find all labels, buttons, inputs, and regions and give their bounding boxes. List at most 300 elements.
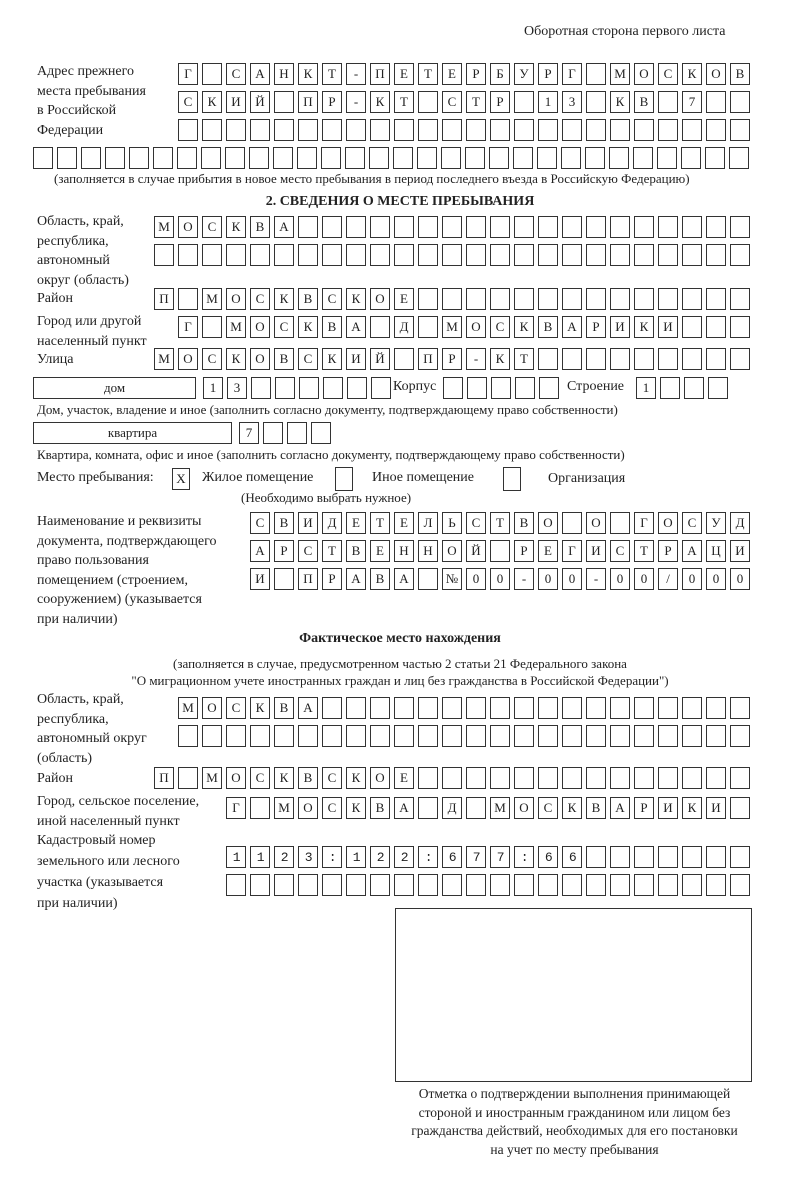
char-cell[interactable]: С — [538, 797, 558, 819]
char-cell[interactable]: М — [226, 316, 246, 338]
char-cell[interactable]: К — [562, 797, 582, 819]
char-cell[interactable] — [105, 147, 125, 169]
char-cell[interactable] — [442, 874, 462, 896]
char-cell[interactable]: Ц — [706, 540, 726, 562]
char-cell[interactable] — [490, 288, 510, 310]
char-cell[interactable] — [466, 119, 486, 141]
char-cell[interactable] — [202, 244, 222, 266]
char-cell[interactable]: Е — [394, 767, 414, 789]
char-cell[interactable] — [610, 119, 630, 141]
char-cell[interactable]: Д — [730, 512, 750, 534]
char-cell[interactable] — [442, 767, 462, 789]
char-cell[interactable] — [394, 725, 414, 747]
char-cell[interactable] — [346, 216, 366, 238]
char-cell[interactable]: М — [490, 797, 510, 819]
char-cell[interactable] — [323, 377, 343, 399]
char-cell[interactable]: К — [322, 348, 342, 370]
char-cell[interactable] — [514, 91, 534, 113]
char-cell[interactable] — [466, 288, 486, 310]
char-cell[interactable]: К — [226, 348, 246, 370]
char-cell[interactable]: А — [610, 797, 630, 819]
char-cell[interactable] — [322, 846, 342, 868]
char-cell[interactable] — [538, 288, 558, 310]
char-cell[interactable] — [730, 846, 750, 868]
char-cell[interactable]: Е — [394, 288, 414, 310]
char-cell[interactable] — [538, 874, 558, 896]
char-cell[interactable]: 7 — [682, 91, 702, 113]
char-cell[interactable] — [226, 874, 246, 896]
char-cell[interactable]: 0 — [610, 568, 630, 590]
char-cell[interactable] — [394, 244, 414, 266]
char-cell[interactable] — [297, 147, 317, 169]
char-cell[interactable] — [322, 244, 342, 266]
char-cell[interactable]: К — [514, 316, 534, 338]
char-cell[interactable] — [514, 874, 534, 896]
char-cell[interactable] — [442, 216, 462, 238]
char-cell[interactable] — [466, 697, 486, 719]
char-cell[interactable]: Г — [562, 63, 582, 85]
char-cell[interactable]: Р — [490, 91, 510, 113]
char-cell[interactable] — [706, 119, 726, 141]
char-cell[interactable] — [585, 147, 605, 169]
char-cell[interactable] — [250, 244, 270, 266]
char-cell[interactable]: Т — [394, 91, 414, 113]
char-cell[interactable] — [610, 348, 630, 370]
char-cell[interactable]: М — [610, 63, 630, 85]
char-cell[interactable] — [418, 846, 438, 868]
char-cell[interactable] — [610, 846, 630, 868]
char-cell[interactable]: С — [298, 540, 318, 562]
char-cell[interactable]: 3 — [227, 377, 247, 399]
char-cell[interactable]: К — [298, 63, 318, 85]
char-cell[interactable] — [730, 348, 750, 370]
char-cell[interactable]: Т — [490, 512, 510, 534]
char-cell[interactable] — [466, 216, 486, 238]
char-cell[interactable] — [394, 216, 414, 238]
char-cell[interactable]: М — [274, 797, 294, 819]
char-cell[interactable]: / — [658, 568, 678, 590]
char-cell[interactable] — [154, 244, 174, 266]
char-cell[interactable] — [684, 377, 704, 399]
char-cell[interactable]: О — [226, 288, 246, 310]
char-cell[interactable]: 0 — [682, 568, 702, 590]
char-cell[interactable]: К — [370, 91, 390, 113]
char-cell[interactable] — [514, 244, 534, 266]
char-cell[interactable]: П — [154, 767, 174, 789]
char-cell[interactable] — [586, 725, 606, 747]
char-cell[interactable] — [514, 288, 534, 310]
char-cell[interactable]: 0 — [730, 568, 750, 590]
char-cell[interactable] — [610, 216, 630, 238]
char-cell[interactable]: В — [346, 540, 366, 562]
char-cell[interactable] — [730, 767, 750, 789]
char-cell[interactable]: А — [394, 797, 414, 819]
char-cell[interactable]: И — [226, 91, 246, 113]
char-cell[interactable] — [466, 797, 486, 819]
char-cell[interactable] — [658, 91, 678, 113]
char-cell[interactable]: К — [634, 316, 654, 338]
char-cell[interactable] — [634, 288, 654, 310]
char-cell[interactable]: А — [250, 63, 270, 85]
char-cell[interactable] — [610, 767, 630, 789]
char-cell[interactable]: Л — [418, 512, 438, 534]
char-cell[interactable] — [489, 147, 509, 169]
char-cell[interactable] — [371, 377, 391, 399]
char-cell[interactable]: Т — [322, 63, 342, 85]
char-cell[interactable]: 0 — [466, 568, 486, 590]
char-cell[interactable]: Б — [490, 63, 510, 85]
char-cell[interactable]: И — [610, 316, 630, 338]
char-cell[interactable] — [298, 216, 318, 238]
char-cell[interactable] — [322, 119, 342, 141]
char-cell[interactable]: О — [178, 348, 198, 370]
char-cell[interactable]: О — [586, 512, 606, 534]
char-cell[interactable]: Н — [394, 540, 414, 562]
char-cell[interactable] — [490, 874, 510, 896]
char-cell[interactable]: И — [250, 568, 270, 590]
char-cell[interactable] — [418, 244, 438, 266]
char-cell[interactable]: Н — [418, 540, 438, 562]
char-cell[interactable]: О — [250, 316, 270, 338]
char-cell[interactable] — [513, 147, 533, 169]
char-cell[interactable] — [490, 697, 510, 719]
char-cell[interactable] — [706, 348, 726, 370]
char-cell[interactable]: Р — [322, 568, 342, 590]
char-cell[interactable] — [634, 767, 654, 789]
char-cell[interactable] — [418, 316, 438, 338]
char-cell[interactable] — [586, 846, 606, 868]
char-cell[interactable] — [682, 846, 702, 868]
char-cell[interactable]: Г — [562, 540, 582, 562]
char-cell[interactable] — [275, 377, 295, 399]
char-cell[interactable]: 0 — [706, 568, 726, 590]
char-cell[interactable]: А — [346, 316, 366, 338]
char-cell[interactable]: Е — [370, 540, 390, 562]
char-cell[interactable] — [490, 216, 510, 238]
char-cell[interactable] — [730, 697, 750, 719]
char-cell[interactable]: К — [298, 316, 318, 338]
char-cell[interactable] — [418, 767, 438, 789]
char-cell[interactable] — [322, 697, 342, 719]
char-cell[interactable] — [538, 244, 558, 266]
char-cell[interactable]: К — [226, 216, 246, 238]
char-cell[interactable] — [634, 119, 654, 141]
char-cell[interactable]: 1 — [538, 91, 558, 113]
char-cell[interactable] — [418, 797, 438, 819]
char-cell[interactable]: О — [226, 767, 246, 789]
char-cell[interactable] — [706, 244, 726, 266]
char-cell[interactable] — [634, 216, 654, 238]
char-cell[interactable] — [706, 874, 726, 896]
char-cell[interactable]: С — [298, 348, 318, 370]
char-cell[interactable] — [346, 244, 366, 266]
char-cell[interactable] — [298, 725, 318, 747]
char-cell[interactable] — [586, 119, 606, 141]
char-cell[interactable]: П — [154, 288, 174, 310]
house-type-field[interactable]: дом — [33, 377, 196, 399]
char-cell[interactable]: № — [442, 568, 462, 590]
char-cell[interactable]: Р — [442, 348, 462, 370]
char-cell[interactable] — [730, 797, 750, 819]
char-cell[interactable] — [610, 288, 630, 310]
char-cell[interactable] — [634, 244, 654, 266]
char-cell[interactable]: О — [202, 697, 222, 719]
cadastral-row-1[interactable]: 1123:122:677:66 — [226, 846, 761, 868]
char-cell[interactable]: И — [658, 797, 678, 819]
char-cell[interactable] — [346, 725, 366, 747]
char-cell[interactable] — [634, 348, 654, 370]
char-cell[interactable] — [562, 512, 582, 534]
char-cell[interactable] — [418, 725, 438, 747]
char-cell[interactable] — [514, 119, 534, 141]
char-cell[interactable]: А — [250, 540, 270, 562]
char-cell[interactable]: К — [202, 91, 222, 113]
char-cell[interactable] — [346, 874, 366, 896]
char-cell[interactable]: С — [226, 63, 246, 85]
option-organization-checkbox[interactable] — [503, 467, 521, 491]
char-cell[interactable] — [514, 767, 534, 789]
char-cell[interactable] — [226, 244, 246, 266]
char-cell[interactable] — [178, 119, 198, 141]
char-cell[interactable]: 0 — [490, 568, 510, 590]
char-cell[interactable] — [417, 147, 437, 169]
char-cell[interactable] — [681, 147, 701, 169]
char-cell[interactable] — [418, 697, 438, 719]
char-cell[interactable]: О — [706, 63, 726, 85]
char-cell[interactable] — [610, 697, 630, 719]
char-cell[interactable] — [706, 725, 726, 747]
char-cell[interactable]: П — [298, 568, 318, 590]
char-cell[interactable]: Т — [634, 540, 654, 562]
char-cell[interactable] — [274, 91, 294, 113]
char-cell[interactable] — [586, 244, 606, 266]
char-cell[interactable]: А — [274, 216, 294, 238]
char-cell[interactable]: М — [154, 216, 174, 238]
char-cell[interactable] — [418, 874, 438, 896]
char-cell[interactable]: Т — [370, 512, 390, 534]
char-cell[interactable] — [682, 216, 702, 238]
char-cell[interactable] — [81, 147, 101, 169]
char-cell[interactable] — [418, 91, 438, 113]
char-cell[interactable]: В — [370, 568, 390, 590]
char-cell[interactable] — [370, 244, 390, 266]
char-cell[interactable] — [538, 697, 558, 719]
char-cell[interactable]: В — [298, 288, 318, 310]
char-cell[interactable] — [682, 725, 702, 747]
char-cell[interactable]: С — [682, 512, 702, 534]
char-cell[interactable] — [202, 119, 222, 141]
char-cell[interactable]: М — [442, 316, 462, 338]
char-cell[interactable] — [708, 377, 728, 399]
char-cell[interactable]: К — [346, 767, 366, 789]
char-cell[interactable]: И — [298, 512, 318, 534]
char-cell[interactable]: Ь — [442, 512, 462, 534]
char-cell[interactable]: О — [658, 512, 678, 534]
char-cell[interactable] — [250, 725, 270, 747]
char-cell[interactable] — [658, 348, 678, 370]
char-cell[interactable] — [562, 725, 582, 747]
char-cell[interactable] — [273, 147, 293, 169]
char-cell[interactable] — [442, 244, 462, 266]
char-cell[interactable] — [274, 244, 294, 266]
char-cell[interactable] — [586, 288, 606, 310]
char-cell[interactable] — [442, 846, 462, 868]
char-cell[interactable] — [562, 846, 582, 868]
char-cell[interactable] — [562, 874, 582, 896]
char-cell[interactable] — [298, 244, 318, 266]
char-cell[interactable]: К — [274, 767, 294, 789]
char-cell[interactable] — [490, 540, 510, 562]
char-cell[interactable] — [514, 725, 534, 747]
char-cell[interactable]: М — [178, 697, 198, 719]
char-cell[interactable] — [682, 316, 702, 338]
char-cell[interactable]: Й — [250, 91, 270, 113]
char-cell[interactable]: Р — [322, 91, 342, 113]
char-cell[interactable] — [346, 846, 366, 868]
char-cell[interactable] — [490, 244, 510, 266]
char-cell[interactable] — [561, 147, 581, 169]
char-cell[interactable]: Д — [442, 797, 462, 819]
char-cell[interactable]: У — [514, 63, 534, 85]
char-cell[interactable] — [730, 725, 750, 747]
char-cell[interactable]: И — [346, 348, 366, 370]
char-cell[interactable] — [706, 316, 726, 338]
char-cell[interactable]: Е — [394, 63, 414, 85]
char-cell[interactable] — [634, 874, 654, 896]
char-cell[interactable] — [610, 512, 630, 534]
char-cell[interactable] — [202, 725, 222, 747]
char-cell[interactable] — [706, 767, 726, 789]
char-cell[interactable] — [610, 244, 630, 266]
char-cell[interactable] — [490, 767, 510, 789]
char-cell[interactable] — [538, 119, 558, 141]
char-cell[interactable]: Д — [394, 316, 414, 338]
char-cell[interactable]: М — [202, 767, 222, 789]
char-cell[interactable] — [562, 348, 582, 370]
char-cell[interactable] — [466, 874, 486, 896]
char-cell[interactable]: Н — [274, 63, 294, 85]
char-cell[interactable] — [730, 288, 750, 310]
char-cell[interactable] — [393, 147, 413, 169]
char-cell[interactable] — [201, 147, 221, 169]
char-cell[interactable]: Д — [322, 512, 342, 534]
char-cell[interactable] — [418, 288, 438, 310]
char-cell[interactable]: 1 — [636, 377, 656, 399]
char-cell[interactable] — [706, 846, 726, 868]
char-cell[interactable] — [539, 377, 559, 399]
char-cell[interactable] — [730, 119, 750, 141]
char-cell[interactable] — [490, 725, 510, 747]
char-cell[interactable] — [274, 874, 294, 896]
char-cell[interactable]: Й — [466, 540, 486, 562]
char-cell[interactable]: В — [730, 63, 750, 85]
char-cell[interactable]: К — [346, 288, 366, 310]
char-cell[interactable]: К — [490, 348, 510, 370]
char-cell[interactable]: О — [298, 797, 318, 819]
char-cell[interactable]: Т — [514, 348, 534, 370]
char-cell[interactable] — [658, 119, 678, 141]
char-cell[interactable] — [466, 767, 486, 789]
char-cell[interactable] — [730, 244, 750, 266]
char-cell[interactable] — [250, 119, 270, 141]
char-cell[interactable] — [562, 244, 582, 266]
char-cell[interactable] — [586, 767, 606, 789]
char-cell[interactable] — [466, 244, 486, 266]
char-cell[interactable] — [299, 377, 319, 399]
char-cell[interactable]: М — [202, 288, 222, 310]
char-cell[interactable]: 0 — [562, 568, 582, 590]
char-cell[interactable]: 3 — [562, 91, 582, 113]
char-cell[interactable] — [274, 568, 294, 590]
char-cell[interactable] — [658, 288, 678, 310]
char-cell[interactable] — [369, 147, 389, 169]
char-cell[interactable]: В — [250, 216, 270, 238]
char-cell[interactable] — [562, 767, 582, 789]
char-cell[interactable] — [287, 422, 307, 444]
char-cell[interactable] — [682, 767, 702, 789]
char-cell[interactable] — [660, 377, 680, 399]
char-cell[interactable]: - — [586, 568, 606, 590]
char-cell[interactable] — [249, 147, 269, 169]
char-cell[interactable] — [394, 846, 414, 868]
char-cell[interactable] — [250, 846, 270, 868]
char-cell[interactable]: Р — [514, 540, 534, 562]
char-cell[interactable]: К — [682, 63, 702, 85]
char-cell[interactable]: К — [682, 797, 702, 819]
char-cell[interactable]: О — [178, 216, 198, 238]
char-cell[interactable] — [394, 874, 414, 896]
char-cell[interactable] — [682, 119, 702, 141]
char-cell[interactable] — [514, 697, 534, 719]
char-cell[interactable]: Г — [226, 797, 246, 819]
char-cell[interactable] — [538, 725, 558, 747]
char-cell[interactable] — [321, 147, 341, 169]
char-cell[interactable] — [634, 725, 654, 747]
char-cell[interactable] — [418, 568, 438, 590]
char-cell[interactable]: Р — [634, 797, 654, 819]
char-cell[interactable] — [633, 147, 653, 169]
char-cell[interactable]: Р — [586, 316, 606, 338]
char-cell[interactable] — [394, 348, 414, 370]
char-cell[interactable] — [274, 119, 294, 141]
char-cell[interactable] — [538, 216, 558, 238]
char-cell[interactable] — [562, 697, 582, 719]
char-cell[interactable] — [298, 119, 318, 141]
char-cell[interactable]: Т — [466, 91, 486, 113]
char-cell[interactable] — [394, 119, 414, 141]
char-cell[interactable]: П — [418, 348, 438, 370]
char-cell[interactable] — [225, 147, 245, 169]
char-cell[interactable]: Г — [178, 63, 198, 85]
char-cell[interactable]: О — [538, 512, 558, 534]
char-cell[interactable] — [515, 377, 535, 399]
char-cell[interactable]: И — [706, 797, 726, 819]
char-cell[interactable] — [345, 147, 365, 169]
char-cell[interactable]: И — [586, 540, 606, 562]
char-cell[interactable] — [465, 147, 485, 169]
char-cell[interactable] — [538, 846, 558, 868]
char-cell[interactable]: С — [322, 288, 342, 310]
char-cell[interactable] — [562, 288, 582, 310]
char-cell[interactable] — [442, 725, 462, 747]
char-cell[interactable] — [129, 147, 149, 169]
char-cell[interactable] — [370, 725, 390, 747]
char-cell[interactable] — [682, 348, 702, 370]
char-cell[interactable] — [609, 147, 629, 169]
char-cell[interactable] — [274, 725, 294, 747]
char-cell[interactable]: В — [586, 797, 606, 819]
char-cell[interactable] — [658, 874, 678, 896]
